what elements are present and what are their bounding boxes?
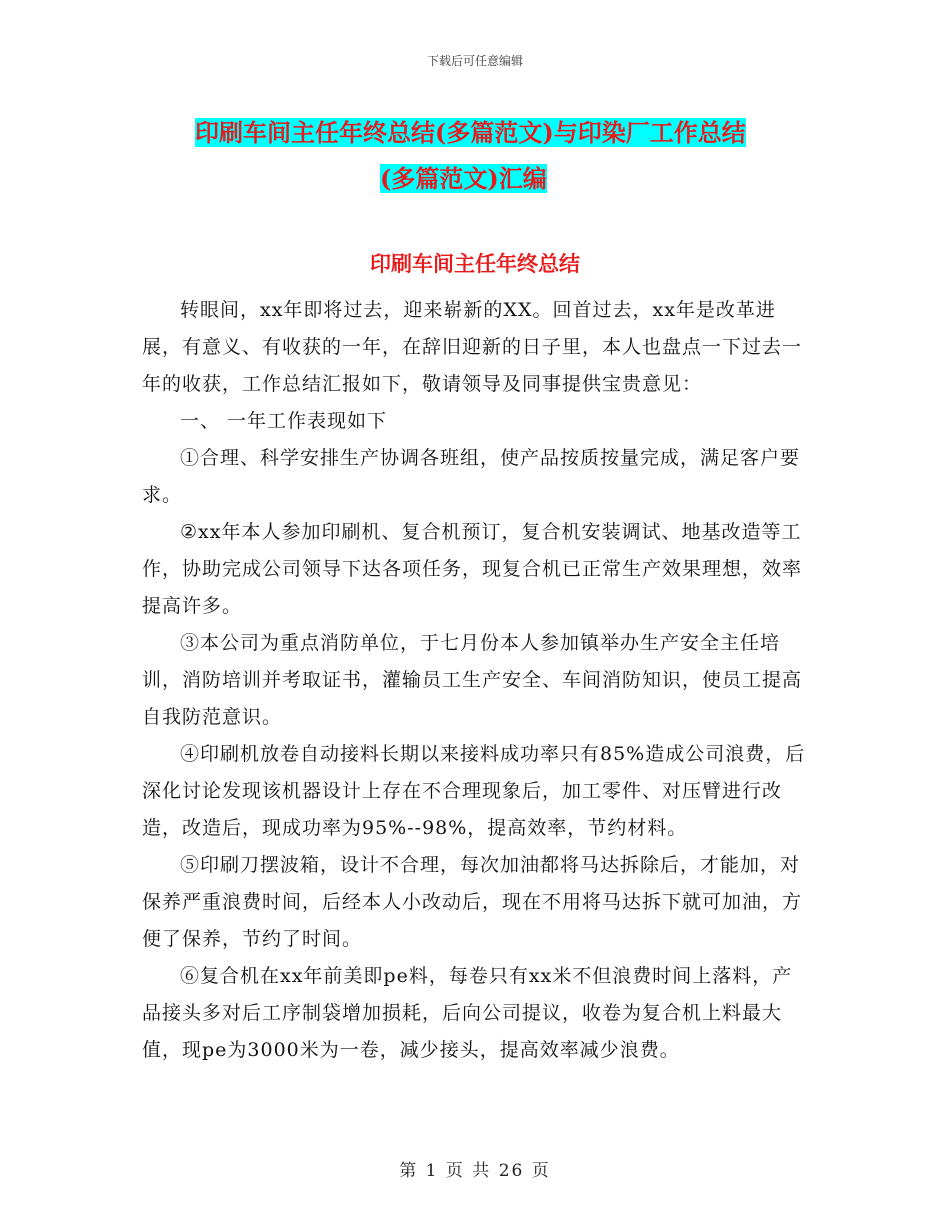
title-line-2: (多篇范文)汇编	[380, 164, 547, 193]
document-title	[140, 110, 810, 202]
paragraph-item-4: ④印刷机放卷自动接料长期以来接料成功率只有85%造成公司浪费，后深化讨论发现该机器设计上存在不合理现象后，加工零件、对压臂进行改造，改造后，现成功率为95%--98%，提高效率，节约材料。	[142, 743, 806, 839]
paragraph-item-1: ①合理、科学安排生产协调各班组，使产品按质按量完成，满足客户要求。	[142, 447, 801, 506]
body-text	[142, 292, 812, 1069]
paragraph-heading-1: 一、 一年工作表现如下	[180, 410, 388, 432]
paragraph-item-3: ③本公司为重点消防单位，于七月份本人参加镇举办生产安全主任培训，消防培训并考取证书，灌输员工生产安全、车间消防知识，使员工提高自我防范意识。	[142, 632, 803, 728]
paragraph-item-6: ⑥复合机在xx年前美即pe料，每卷只有xx米不但浪费时间上落料，产品接头多对后工序制袋增加损耗，后向公司提议，收卷为复合机上料最大值，现pe为3000米为一卷，减少接头，提高效率减少浪费。	[142, 965, 793, 1061]
title-line-1: 印刷车间主任年终总结(多篇范文)与印染厂工作总结	[195, 118, 746, 147]
paragraph-item-5: ⑤印刷刀摆波箱，设计不合理，每次加油都将马达拆除后，才能加，对保养严重浪费时间，后经本人小改动后，现在不用将马达拆下就可加油，方便了保养，节约了时间。	[142, 854, 803, 950]
header-note: 下载后可任意编辑	[426, 54, 523, 68]
page-number-footer: 第 1 页 共 26 页	[399, 1161, 551, 1181]
section-title: 印刷车间主任年终总结	[370, 252, 580, 276]
paragraph-item-2: ②xx年本人参加印刷机、复合机预订，复合机安装调试、地基改造等工作，协助完成公司领导下达各项任务，现复合机已正常生产效果理想，效率提高许多。	[142, 521, 803, 617]
paragraph-intro: 转眼间，xx年即将过去，迎来崭新的XX。回首过去，xx年是改革进展，有意义、有收获的一年，在辞旧迎新的日子里，本人也盘点一下过去一年的收获，工作总结汇报如下，敬请领导及同事提供宝贵意见：	[142, 299, 803, 395]
